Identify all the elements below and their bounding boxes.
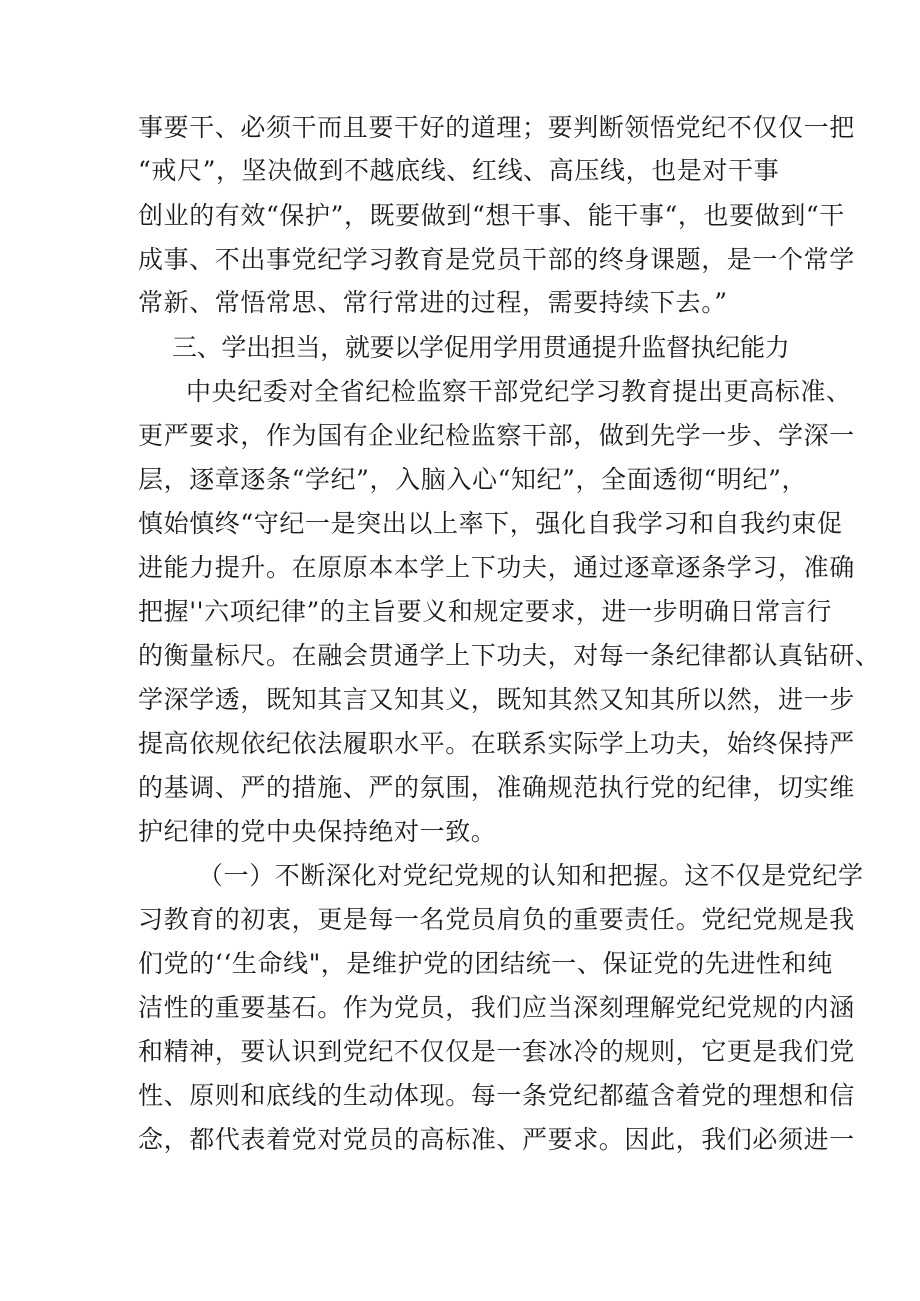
text-line: 常新、常悟常思、常行常进的过程，需要持续下去。” — [138, 288, 728, 317]
text-line: 更严要求，作为国有企业纪检监察干部，做到先学一步、学深一 — [138, 421, 855, 450]
text-line: 事要干、必须干而且要干好的道理；要判断领悟党纪不仅仅一把 — [138, 113, 855, 142]
text-line: 和精神，要认识到党纪不仅仅是一套冰冷的规则，它更是我们党 — [138, 1037, 855, 1066]
text-line: “戒尺”，坚决做到不越底线、红线、高压线，也是对干事 — [138, 156, 780, 185]
text-line: 提高依规依纪依法履职水平。在联系实际学上功夫，始终保持严 — [138, 729, 855, 758]
text-line: 洁性的重要基石。作为党员，我们应当深刻理解党纪党规的内涵 — [138, 993, 855, 1022]
text-line: 学深学透，既知其言又知其义，既知其然又知其所以然，进一步 — [138, 685, 855, 714]
text-line: 成事、不出事党纪学习教育是党员干部的终身课题，是一个常学 — [138, 245, 855, 274]
text-line: 性、原则和底线的生动体现。每一条党纪都蕴含着党的理想和信 — [138, 1081, 855, 1110]
text-line: 中央纪委对全省纪检监察干部党纪学习教育提出更高标准、 — [186, 377, 852, 406]
text-line: 把握''六项纪律”的主旨要义和规定要求，进一步明确日常言行 — [138, 597, 832, 626]
text-line: 护纪律的党中央保持绝对一致。 — [138, 817, 497, 846]
text-line: 的衡量标尺。在融会贯通学上下功夫，对每一条纪律都认真钻研、 — [138, 641, 881, 670]
text-line: 的基调、严的措施、严的氛围，准确规范执行党的纪律，切实维 — [138, 773, 855, 802]
text-line: 层，逐章逐条“学纪”，入脑入心“知纪”，全面透彻“明纪”， — [138, 465, 808, 494]
text-line: 慎始慎终“守纪一是突出以上率下，强化自我学习和自我约束促 — [138, 509, 843, 538]
text-line: 创业的有效“保护”，既要做到“想干事、能干事“，也要做到“干 — [138, 201, 845, 230]
text-line: 念，都代表着党对党员的高标准、严要求。因此，我们必须进一 — [138, 1125, 855, 1154]
text-line: 进能力提升。在原原本本学上下功夫，通过逐章逐条学习，准确 — [138, 553, 855, 582]
text-line: 们党的‘‘生命线"，是维护党的团结统一、保证党的先进性和纯 — [138, 949, 833, 978]
section-heading: 三、学出担当，就要以学促用学用贯通提升监督执纪能力 — [172, 333, 790, 362]
text-line: 习教育的初衷，更是每一名党员肩负的重要责任。党纪党规是我 — [138, 905, 855, 934]
text-line: （一）不断深化对党纪党规的认知和把握。这不仅是党纪学 — [198, 861, 864, 890]
